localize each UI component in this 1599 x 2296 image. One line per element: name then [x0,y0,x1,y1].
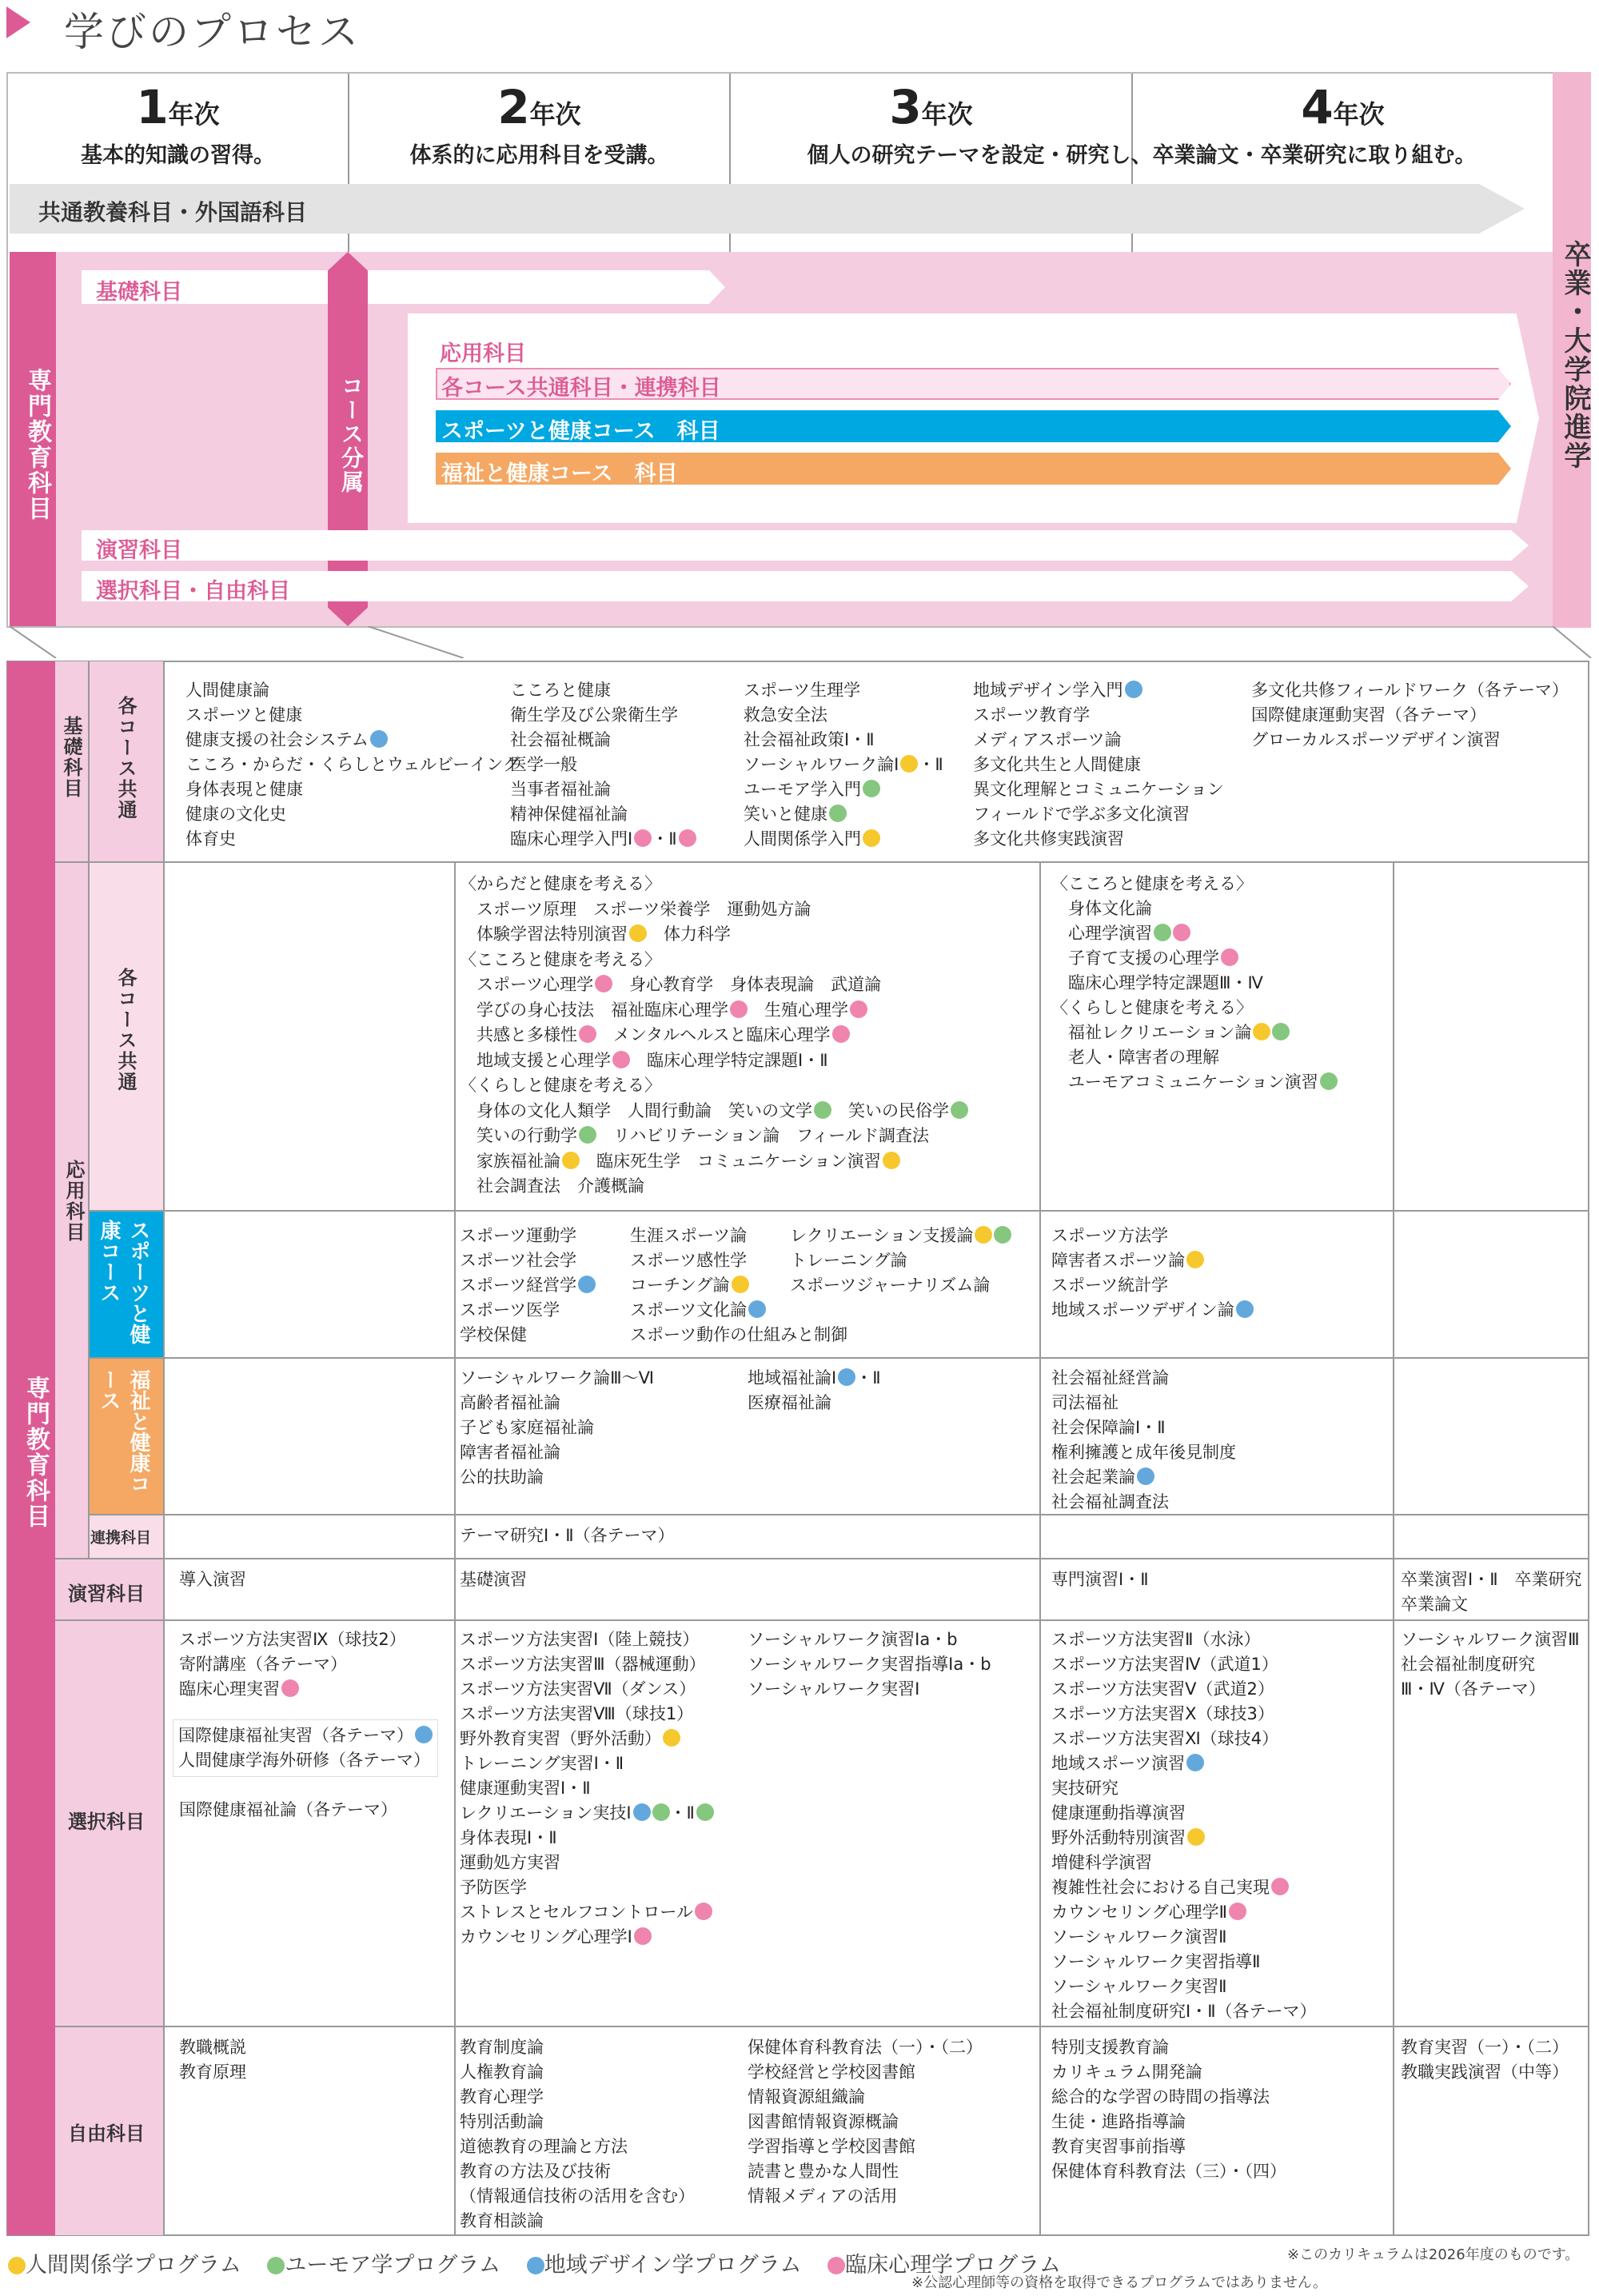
yellow-dot-icon [1253,1023,1270,1040]
sports-col2c: レクリエーション支援論 トレーニング論 スポーツジャーナリズム論 [790,1224,1011,1298]
blue-dot-icon [1125,681,1142,698]
pink-dot-icon [850,1000,867,1018]
blue-dot-icon [748,1300,766,1318]
green-dot-icon [652,1803,670,1821]
jiyu-col4: 教育実習（一）・（二） 教職実践演習（中等） [1401,2038,1569,2082]
blue-dot-icon [578,1276,596,1293]
legend-item-3: 地域デザイン学プログラム [525,2253,802,2278]
blue-dot-icon [633,1803,651,1821]
yellow-dot-icon [883,1152,900,1169]
kiso-col2: こころと健康 衛生学及び公衆衛生学 社会福祉概論 医学一般 当事者福祉論 精神保健福祉論 臨床心理学入門Ⅰ ・Ⅱ [510,678,696,852]
kiso-col4: 地域デザイン学入門 スポーツ教育学 メディアスポーツ論 多文化共生と人間健康 異文化理解とコミュニケーション フィールドで学ぶ多文化演習 多文化共修実践演習 [973,681,1224,849]
sentaku-label: 選択科目・自由科目 [96,579,290,604]
sentaku-col3: スポーツ方法実習Ⅱ（水泳） スポーツ方法実習Ⅳ（武道1） スポーツ方法実習Ⅴ（武道2） スポーツ方法実習Ⅹ（球技3） スポーツ方法実習Ⅺ（球技4） 地域スポーツ演習 実技研究 健康運動指導演習 野外活動特別演習 増健科学演習 複雑性社会における自己実現 カウンセリング心理学Ⅱ ソーシャルワーク演習Ⅱ ソーシャルワーク実習指導Ⅱ ソーシャルワーク実習Ⅱ 社会福祉制度研究Ⅰ・Ⅱ（各テーマ） [1051,1630,1317,2021]
pink-dot-icon [1271,1878,1289,1895]
ouyou-cat-label: 応用科目 [62,1160,85,1243]
pink-dot-icon [579,1025,596,1043]
title-arrow-icon [6,6,30,38]
enshu-col4: 卒業演習Ⅰ・Ⅱ 卒業研究 卒業論文 [1401,1570,1582,1614]
kiso-col3: スポーツ生理学 救急安全法 社会福祉政策Ⅰ・Ⅱ ソーシャルワーク論Ⅰ ・Ⅱ ユーモア学入門 笑いと健康 人間関係学入門 [744,681,943,849]
fukushi-label: 福祉と健康コース 科目 [441,461,678,486]
kiso-label: 基礎科目 [96,280,182,305]
senmon-label: 専門教育科目 [23,368,51,521]
note-1: ※このカリキュラムは2026年度のものです。 [1287,2246,1580,2263]
kiso-col5: 多文化共修フィールドワーク（各テーマ） 国際健康運動実習（各テーマ） グローカルスポーツデザイン演習 [1251,681,1569,749]
table-senmon-label: 専門教育科目 [22,1376,50,1529]
blue-dot-icon [370,730,388,748]
green-dot-icon [829,805,847,822]
year-1-header: 1年次 [136,80,220,134]
pink-dot-icon [595,975,612,992]
sports-label: スポーツと健康コース 科目 [441,419,720,444]
note-2: ※公認心理師等の資格を取得できるプログラムではありません。 [911,2274,1327,2291]
page-title: 学びのプロセス [64,9,361,55]
pink-dot-icon [612,1051,630,1068]
green-dot-icon [1320,1072,1338,1090]
jiyu-col2a: 教育制度論 人権教育論 教育心理学 特別活動論 道徳教育の理論と方法 教育の方法及び技術 （情報通信技術の活用を含む） 教育相談論 [460,2038,695,2230]
legend-item-2: ユーモア学プログラム [265,2253,500,2278]
sports-cat-label: スポーツと健康コース [97,1220,150,1344]
enshu-arrow [82,530,1529,561]
pink-dot-icon [634,829,652,847]
enshu-col2: 基礎演習 [460,1570,527,1589]
sentaku-cat-label: 選択科目 [68,1811,145,1833]
green-dot-icon [863,780,880,797]
renkei-cat-label: 連携科目 [90,1529,152,1547]
year-3-header: 3年次 [889,80,973,134]
blue-dot-icon [527,2257,544,2274]
pink-dot-icon [1173,924,1190,941]
sports-col2a: スポーツ運動学 スポーツ社会学 スポーツ経営学 スポーツ医学 学校保健 [460,1224,596,1348]
pink-dot-icon [1221,948,1238,966]
ouyou-label: 応用科目 [440,341,526,366]
yellow-dot-icon [8,2257,26,2274]
fukushi-col3: 社会福祉経営論 司法福祉 社会保障論Ⅰ・Ⅱ 権利擁護と成年後見制度 社会起業論 社会福祉調査法 [1051,1368,1236,1511]
green-dot-icon [1272,1023,1290,1040]
pink-dot-icon [1229,1903,1246,1920]
yellow-dot-icon [900,755,918,773]
green-dot-icon [267,2257,285,2274]
ouyou-kaku-col2: 〈からだと健康を考える〉 スポーツ原理 スポーツ栄養学 運動処方論 体験学習法特別演習 体力科学 〈こころと健康を考える〉 スポーツ心理学 身心教育学 身体表現論 武道論 学びの身心技法 福祉臨床心理学 生殖心理学 共感と多様性 メンタルヘルスと臨床心理学 地域支援と心理学 臨床心理学特定課題Ⅰ・Ⅱ 〈くらしと健康を考える〉 身体の文化人類学 人間行動論 笑いの文学 笑いの民俗学 笑いの行動学 リハビリテーション論 フィールド調査法 家族福祉論 臨床死生学 コミュニケーション演習 社会調査法 介護概論 [460,872,968,1200]
blue-dot-icon [1186,1754,1204,1771]
yellow-dot-icon [1186,1251,1204,1268]
blue-dot-icon [1236,1300,1254,1318]
common-subjects-label: 共通教養科目・外国語科目 [38,199,308,226]
green-dot-icon [579,1126,596,1144]
ouyou-kaku-col3: 〈こころと健康を考える〉 身体文化論 心理学演習 子育て支援の心理学 臨床心理学特定課題Ⅲ・Ⅳ 〈くらしと健康を考える〉 福祉レクリエーション論 老人・障害者の理解 ユーモアコミュニケーション演習 [1051,872,1338,1095]
sentaku-col2a: スポーツ方法実習Ⅰ（陸上競技） スポーツ方法実習Ⅲ（器械運動） スポーツ方法実習Ⅶ（ダンス） スポーツ方法実習Ⅷ（球技1） 野外教育実習（野外活動） トレーニング実習Ⅰ・Ⅱ 健康運動実習Ⅰ・Ⅱ レクリエーション実技Ⅰ ・Ⅱ 身体表現Ⅰ・Ⅱ 運動処方実習 予防医学 ストレスとセルフコントロール カウンセリング心理学Ⅰ [460,1627,714,1950]
kiso-kakucourse-label: 各コース共通 [114,696,137,821]
pink-dot-icon [827,2257,845,2274]
year-2-header: 2年次 [497,80,581,134]
kiso-cat-label: 基礎科目 [60,716,82,799]
jiyu-col1: 教職概説 教育原理 [179,2038,246,2082]
blue-dot-icon [838,1368,855,1386]
year-4-header: 4年次 [1301,80,1385,134]
course-split-label: コース分属 [338,374,365,494]
sentaku-col1b: 国際健康福祉実習（各テーマ） 人間健康学海外研修（各テーマ） [173,1719,438,1777]
yellow-dot-icon [1187,1828,1205,1846]
sentaku-arrow [82,571,1529,601]
kakucourse-label: 各コース共通科目・連携科目 [441,376,721,401]
renkei-col2: テーマ研究Ⅰ・Ⅱ（各テーマ） [460,1526,675,1545]
ouyou-kakucourse-label: 各コース共通 [114,968,137,1092]
green-dot-icon [814,1101,831,1119]
yellow-dot-icon [863,829,880,847]
pink-dot-icon [832,1025,850,1043]
yellow-dot-icon [663,1729,680,1747]
sentaku-col1c: 国際健康福祉論（各テーマ） [179,1800,397,1819]
fukushi-col2b: 地域福祉論Ⅰ ・Ⅱ 医療福祉論 [748,1368,881,1412]
green-dot-icon [1154,924,1171,941]
blue-dot-icon [1137,1467,1154,1485]
green-dot-icon [994,1226,1011,1244]
pink-dot-icon [730,1000,748,1018]
jiyu-col3: 特別支援教育論 カリキュラム開発論 総合的な学習の時間の指導法 生徒・進路指導論 教育実習事前指導 保健体育科教育法（三）・（四） [1051,2038,1286,2181]
yellow-dot-icon [562,1152,580,1169]
yellow-dot-icon [629,924,647,942]
kiso-col1: 人間健康論 スポーツと健康 健康支援の社会システム こころ・からだ・くらしとウェルビーイング 身体表現と健康 健康の文化史 体育史 [185,681,520,849]
pink-dot-icon [679,829,696,847]
enshu-col3: 専門演習Ⅰ・Ⅱ [1051,1570,1149,1589]
enshu-col1: 導入演習 [179,1570,246,1589]
year-1-desc: 基本的知識の習得。 [81,143,275,168]
jiyu-cat-label: 自由科目 [68,2122,145,2145]
sports-col3: スポーツ方法学 障害者スポーツ論 スポーツ統計学 地域スポーツデザイン論 [1051,1224,1254,1323]
connector-lines [0,626,1599,658]
sentaku-col2b: ソーシャルワーク演習Ⅰa・b ソーシャルワーク実習指導Ⅰa・b ソーシャルワーク実習Ⅰ [748,1630,991,1699]
green-dot-icon [951,1101,968,1119]
green-dot-icon [696,1803,714,1821]
year-2-desc: 体系的に応用科目を受講。 [409,143,669,168]
pink-dot-icon [281,1679,299,1697]
legend [6,2247,1061,2278]
graduate-label: 卒業・大学院進学 [1559,240,1591,470]
pink-dot-icon [634,1927,652,1945]
sports-col2b: 生涯スポーツ論 スポーツ感性学 コーチング論 スポーツ文化論 スポーツ動作の仕組みと制御 [630,1226,848,1344]
year-34-desc: 個人の研究テーマを設定・研究し、卒業論文・卒業研究に取り組む。 [807,143,1477,168]
legend-item-4: 臨床心理学プログラム [826,2253,1061,2278]
enshu-cat-label: 演習科目 [68,1583,145,1605]
pink-dot-icon [695,1903,712,1920]
sentaku-col1a: スポーツ方法実習Ⅸ（球技2） 寄附講座（各テーマ） 臨床心理実習 [179,1630,406,1699]
jiyu-col2b: 保健体育科教育法（一）・（二） 学校経営と学校図書館 情報資源組織論 図書館情報資源概論 学習指導と学校図書館 読書と豊かな人間性 情報メディアの活用 [748,2038,983,2206]
yellow-dot-icon [975,1226,992,1244]
fukushi-cat-label: 福祉と健康コース [97,1369,150,1494]
sentaku-col4: ソーシャルワーク演習Ⅲ 社会福祉制度研究 Ⅲ・Ⅳ（各テーマ） [1401,1630,1580,1699]
enshu-label: 演習科目 [96,538,182,563]
blue-dot-icon [415,1726,433,1743]
yellow-dot-icon [732,1276,749,1293]
fukushi-col2a: ソーシャルワーク論Ⅲ～Ⅵ 高齢者福祉論 子ども家庭福祉論 障害者福祉論 公的扶助論 [460,1368,655,1487]
legend-item-1: 人間関係学プログラム [6,2253,241,2278]
